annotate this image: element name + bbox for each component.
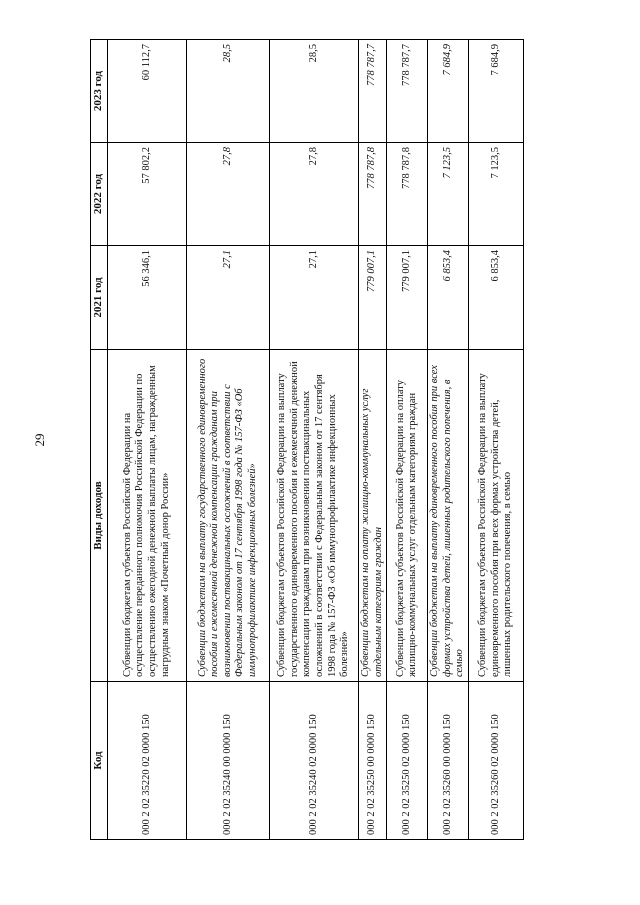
row-description: Субвенции бюджетам на выплату государственного единовременного пособия и ежемесячной денежной компенсации гражданам при возникновении поствакцинальных осложнений в соответствии с Федеральным законом от 17 сентября 1998 года № 157-ФЗ «Об иммунопрофилактике инфекционных болезней»: [187, 350, 270, 682]
row-value-2022: 27,8: [187, 143, 270, 246]
row-value-2022: 7 123,5: [469, 143, 524, 246]
row-code: 000 2 02 35240 00 0000 150: [187, 682, 270, 840]
row-description: Субвенции бюджетам субъектов Российской Федерации на оплату жилищно-коммунальных услуг отдельным категориям граждан: [387, 350, 428, 682]
row-description: Субвенции бюджетам субъектов Российской Федерации на выплату государственного единовременного пособия и ежемесячной денежной компенсации гражданам при возникновении поствакцинальных осложнений в соответствии с Федеральным законом от 17 сентября 1998 года № 157-ФЗ «Об иммунопрофилактике инфекционных болезней»: [270, 350, 359, 682]
row-code: 000 2 02 35260 02 0000 150: [469, 682, 524, 840]
row-value-2023: 28,5: [187, 40, 270, 143]
header-income-type: Виды доходов: [91, 350, 108, 682]
row-value-2023: 7 684,9: [469, 40, 524, 143]
header-2021: 2021 год: [91, 246, 108, 350]
row-value-2022: 7 123,5: [428, 143, 469, 246]
row-value-2021: 56 346,1: [108, 246, 187, 350]
row-value-2021: 6 853,4: [469, 246, 524, 350]
row-code: 000 2 02 35250 00 0000 150: [359, 682, 387, 840]
row-description: Субвенции бюджетам на выплату единовременного пособия при всех формах устройства детей, лишенных родительского попечения, в семью: [428, 350, 469, 682]
row-description: Субвенции бюджетам субъектов Российской Федерации на осуществление переданного полномочия Российской Федерации по осуществлению ежегодной денежной выплаты лицам, награжденным нагрудным знаком «Почетный донор России»: [108, 350, 187, 682]
row-description: Субвенции бюджетам на оплату жилищно-коммунальных услуг отдельным категориям граждан: [359, 350, 387, 682]
page-number: 29: [32, 433, 47, 447]
table-row: [428, 40, 469, 840]
row-value-2022: 778 787,8: [359, 143, 387, 246]
row-value-2021: 779 007,1: [359, 246, 387, 350]
row-value-2023: 28,5: [270, 40, 359, 143]
row-value-2021: 27,1: [270, 246, 359, 350]
row-value-2022: 27,8: [270, 143, 359, 246]
row-value-2023: 60 112,7: [108, 40, 187, 143]
table-row: [359, 40, 387, 840]
row-value-2021: 27,1: [187, 246, 270, 350]
row-value-2021: 779 007,1: [387, 246, 428, 350]
rotated-table-container: [90, 40, 514, 840]
table-row: [187, 40, 270, 840]
row-value-2021: 6 853,4: [428, 246, 469, 350]
row-code: 000 2 02 35250 02 0000 150: [387, 682, 428, 840]
row-value-2022: 57 802,2: [108, 143, 187, 246]
table-header-row: [91, 40, 108, 840]
row-code: 000 2 02 35240 02 0000 150: [270, 682, 359, 840]
row-value-2023: 7 684,9: [428, 40, 469, 143]
table-row: [469, 40, 524, 840]
row-code: 000 2 02 35220 02 0000 150: [108, 682, 187, 840]
row-value-2023: 778 787,7: [359, 40, 387, 143]
table-row: [270, 40, 359, 840]
header-2022: 2022 год: [91, 143, 108, 246]
row-description: Субвенции бюджетам субъектов Российской Федерации на выплату единовременного пособия при всех формах устройства детей, лишенных родительского попечения, в семью: [469, 350, 524, 682]
income-table: [90, 39, 524, 840]
table-row: [387, 40, 428, 840]
table-row: [108, 40, 187, 840]
header-code: Код: [91, 682, 108, 840]
row-value-2022: 778 787,8: [387, 143, 428, 246]
row-value-2023: 778 787,7: [387, 40, 428, 143]
header-2023: 2023 год: [91, 40, 108, 143]
row-code: 000 2 02 35260 00 0000 150: [428, 682, 469, 840]
